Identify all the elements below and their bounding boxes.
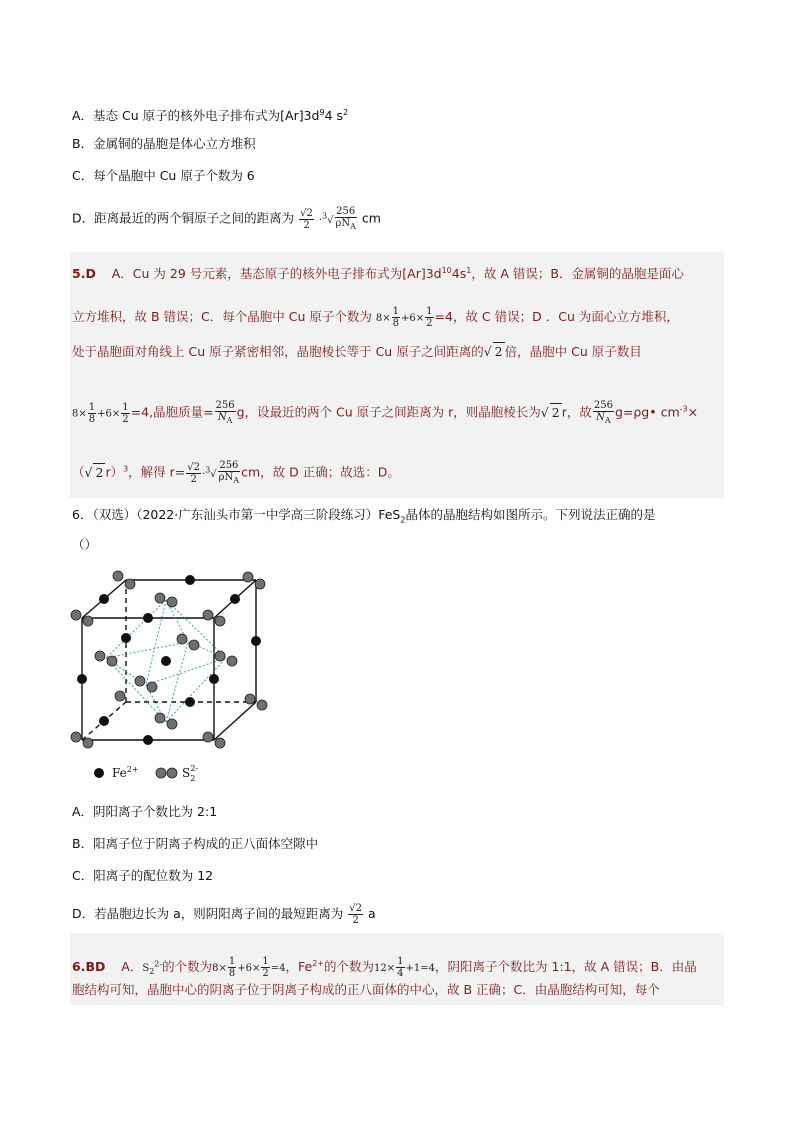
q5-option-c: C．每个晶胞中 Cu 原子个数为 6 (72, 168, 255, 183)
q6-option-b: B．阳离子位于阴离子构成的正八面体空隙中 (72, 836, 319, 851)
answer-5-row-2: 立方堆积，故 B 错误；C．每个晶胞中 Cu 原子个数为 8× $\frac{1}{8}$ +6× $\frac{1}{2}$ =4，故 C 错误；D ．Cu 为面心立方堆积， (72, 306, 679, 329)
answer-5-row-4: 8× $\frac{1}{8}$ +6× $\frac{1}{2}$ =4,晶胞质量= $\frac{256}{N_A}$ g，设最近的两个 Cu 原子之间距离为 r，则晶胞棱长为√ 2 r，故 $\frac{256}{N_A}$ g=ρg• $cm^{-3}\times$ (72, 400, 699, 425)
answer-5-row-5: （√ 2 r）$^3$，解得 r= $\frac{√2}{2}$ ·$^3$√ $\frac{256}{\rho N_A}$ cm，故 D 正确；故选：D。 (72, 460, 400, 485)
answer-6-row-2: 胞结构可知，晶胞中心的阴离子位于阴离子构成的正八面体的中心，故 B 正确；C．由晶胞结构可知，每个 (72, 982, 660, 997)
answer-5-row-1: 5.D A．Cu 为 29 号元素，基态原子的核外电子排布式为$[Ar]3d^{10}4s^1$，故 A 错误；B．金属铜的晶胞是面心 (72, 266, 684, 282)
q5-option-d: D．距离最近的两个铜原子之间的距离为 $\frac{√2}{2}$ ·$^3$√ $\frac{256}{\rho N_A}$ cm (72, 206, 381, 231)
q5-option-a: A．基态 Cu 原子的核外电子排布式为$[Ar]3d^94$ $s^2$ (72, 108, 349, 124)
q6-option-d: D．若晶胞边长为 a，则阴阳离子间的最短距离为 $\frac{√2}{2}$ a (72, 903, 376, 926)
unit-cell-svg (66, 560, 276, 792)
answer-5-block (70, 252, 724, 498)
q6-stem-line-1: 6．（双选）（2022·广东汕头市第一中学高三阶段练习）FeS$_2$晶体的晶胞结构如图所示。下列说法正确的是 (72, 507, 656, 525)
q6-stem-line-2: （） (72, 537, 98, 552)
q6-option-a: A．阴阳离子个数比为 2:1 (72, 804, 218, 819)
q6-option-c: C．阳离子的配位数为 12 (72, 868, 214, 883)
answer-6-block (70, 933, 724, 1005)
legend-s2-label: $S_22-$ (182, 764, 199, 783)
sqrt2-over-2: $\frac{√2}{2}$ (300, 207, 313, 231)
legend-fe-label: $Fe^{2+}$ (112, 765, 139, 780)
fes2-unit-cell-diagram (66, 560, 276, 792)
legend-s2-marker-2 (167, 768, 177, 778)
legend-s2-marker-1 (156, 768, 166, 778)
answer-5-row-3: 处于晶胞面对角线上 Cu 原子紧密相邻，晶胞棱长等于 Cu 原子之间距离的√ 2 倍，晶胞中 Cu 原子数目 (72, 344, 642, 359)
q5-option-b: B．金属铜的晶胞是体心立方堆积 (72, 136, 256, 151)
legend-fe-marker (94, 768, 104, 778)
answer-6-row-1: 6.BD A．$S_2^{2-}$的个数为8× $\frac{1}{8}$ +6× $\frac{1}{2}$ =4，$Fe^{2+}$的个数为12× $\frac{1}{4}$ +1=4，阴阳离子个数比为 1:1，故 A 错误；B．由晶 (72, 956, 697, 980)
cube-root-fraction: $\frac{256}{\rho N_A}$ (335, 206, 356, 231)
